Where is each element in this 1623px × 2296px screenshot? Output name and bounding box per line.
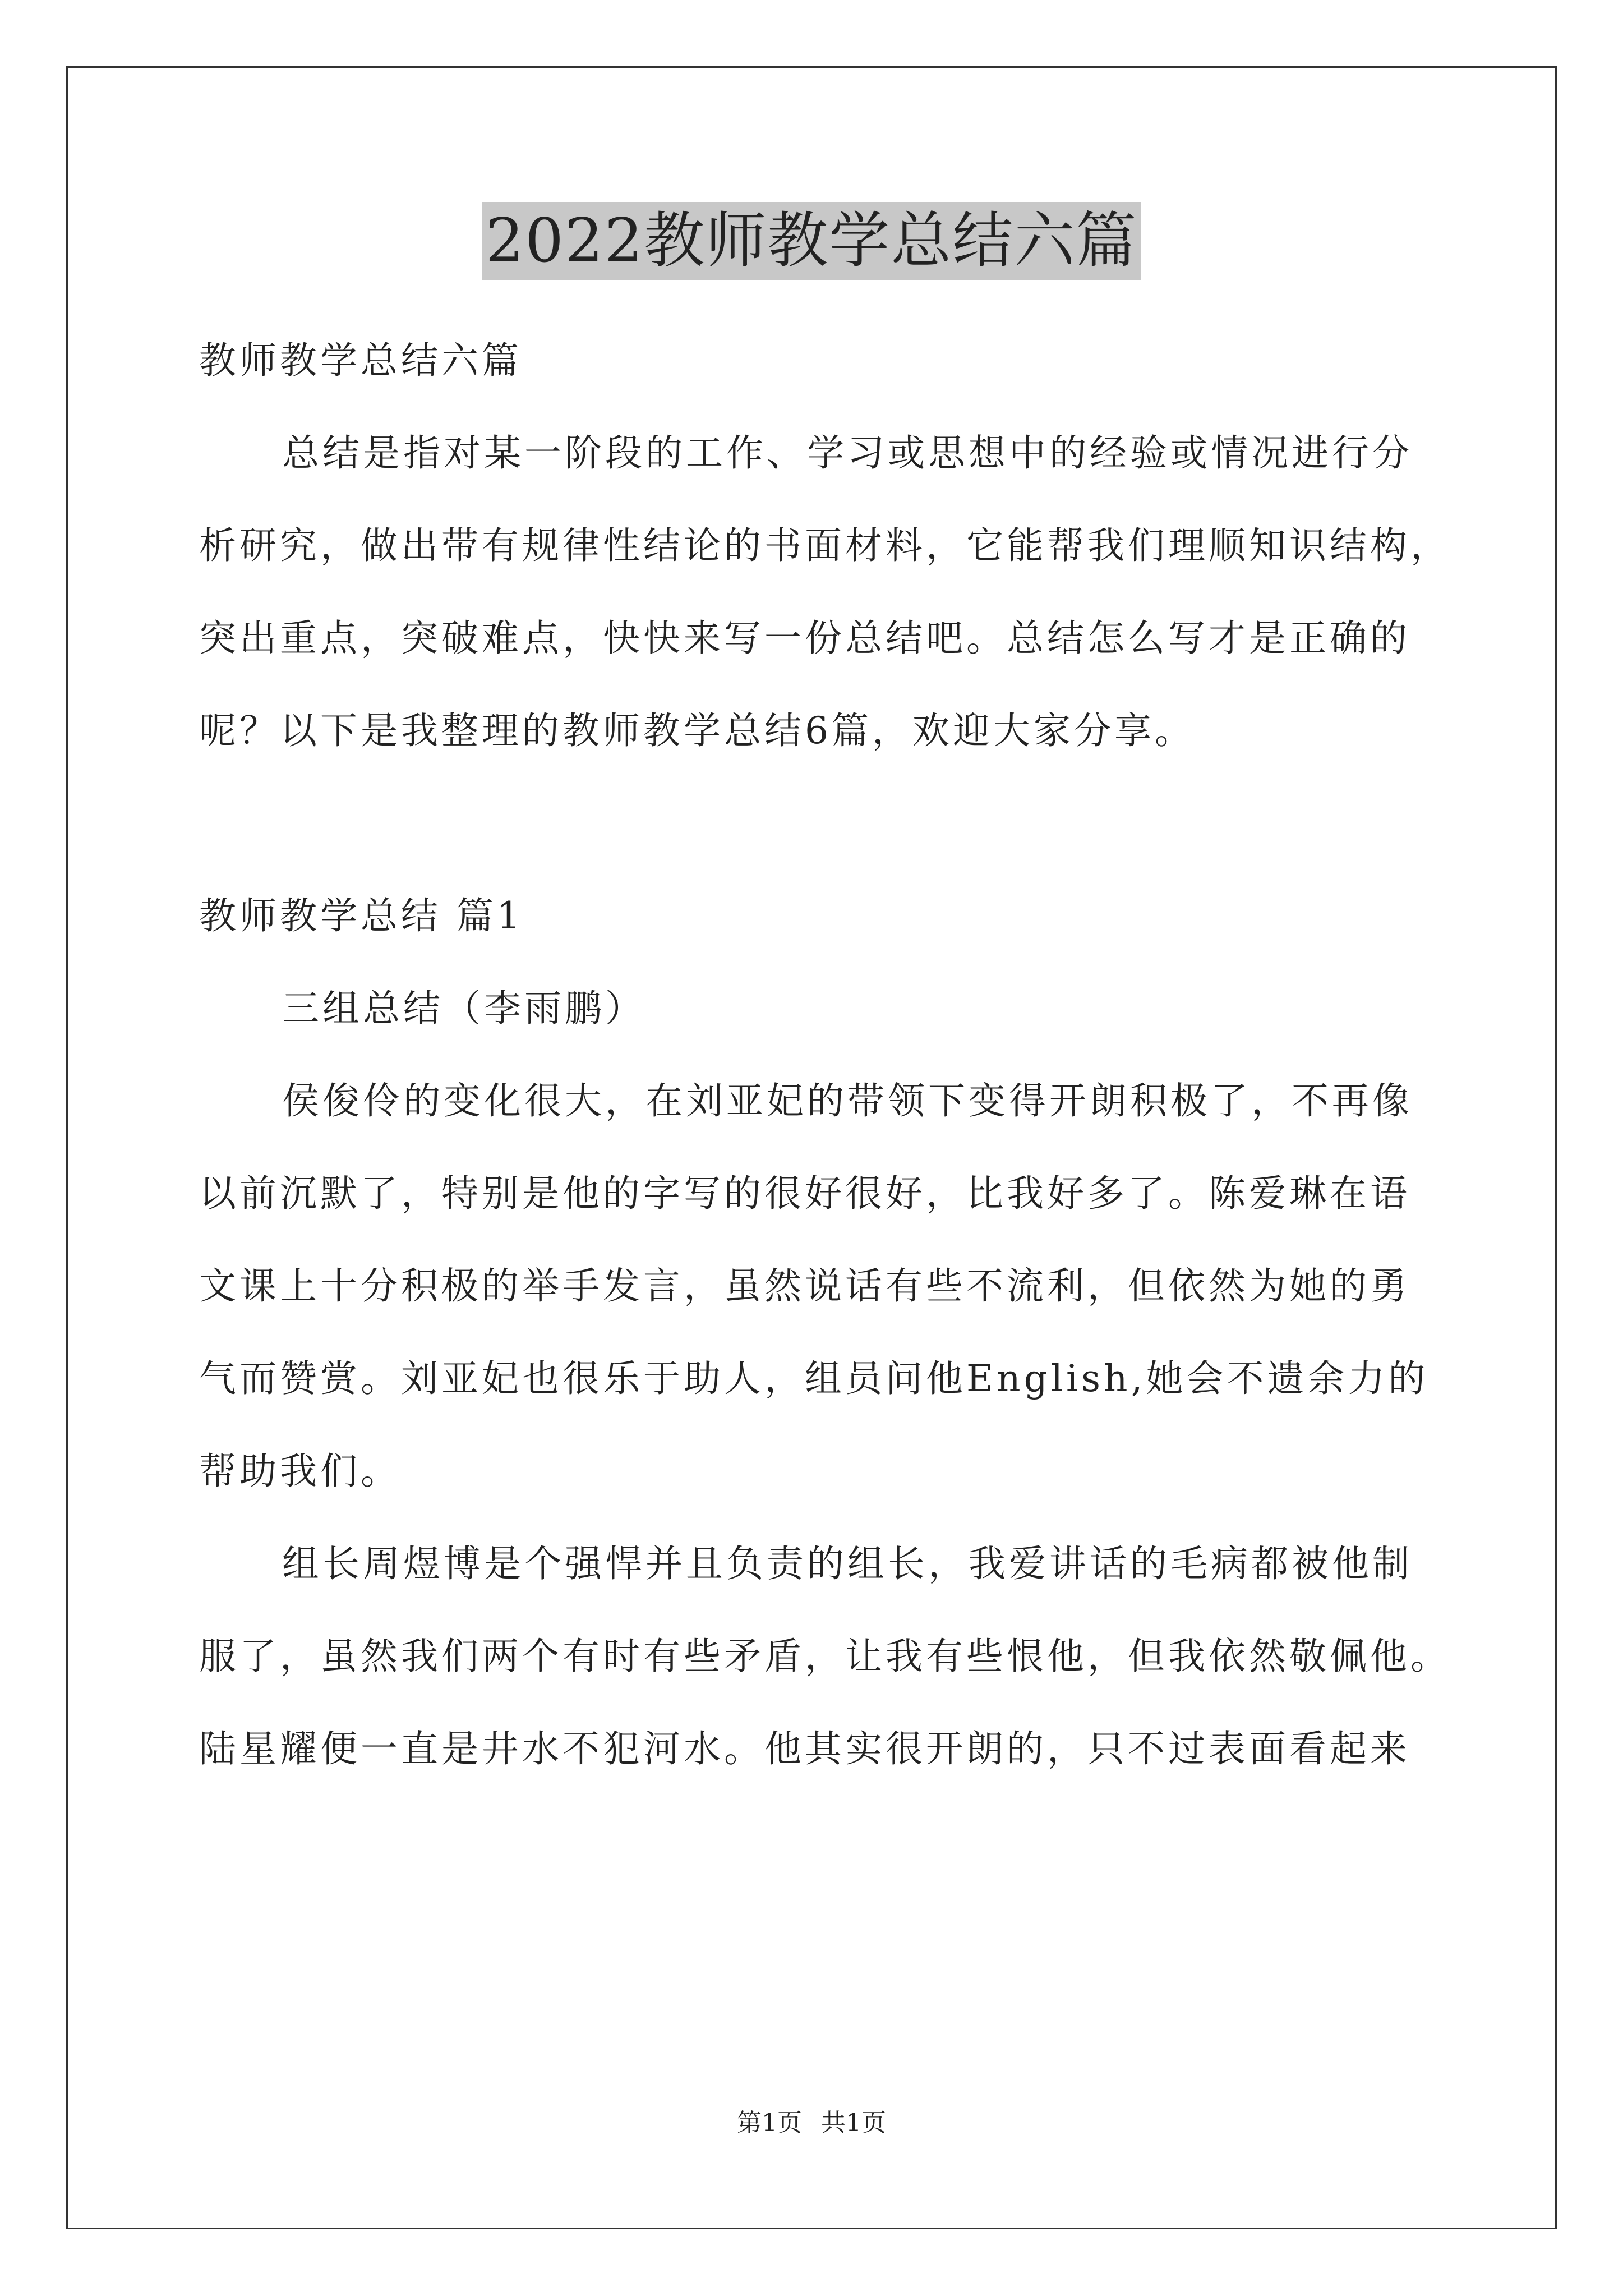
text-line: 教师教学总结 篇1 <box>199 894 524 937</box>
text-line: 陆星耀便一直是井水不犯河水。他其实很开朗的，只不过表面看起来 <box>199 1727 1410 1770</box>
text-line: 侯俊伶的变化很大，在刘亚妃的带领下变得开朗积极了，不再像 <box>282 1079 1413 1122</box>
text-line: 总结是指对某一阶段的工作、学习或思想中的经验或情况进行分 <box>282 431 1413 475</box>
document-body <box>199 314 1451 1795</box>
text-line: 突出重点，突破难点，快快来写一份总结吧。总结怎么写才是正确的 <box>199 616 1410 660</box>
text-line: 帮助我们。 <box>199 1450 401 1493</box>
text-line: 服了，虽然我们两个有时有些矛盾，让我有些恨他，但我依然敬佩他。 <box>199 1635 1451 1678</box>
text-line: 文课上十分积极的举手发言，虽然说话有些不流利，但依然为她的勇 <box>199 1264 1410 1308</box>
text-line: 析研究，做出带有规律性结论的书面材料，它能帮我们理顺知识结构， <box>199 524 1451 567</box>
text-line: 气而赞赏。刘亚妃也很乐于助人，组员问他English,她会不遗余力的 <box>199 1357 1429 1400</box>
page-footer <box>0 2106 1623 2140</box>
document-title <box>0 202 1623 280</box>
page-number-total: 共1页 <box>821 2109 886 2137</box>
document-title-text: 2022教师教学总结六篇 <box>482 202 1141 280</box>
text-line: 以前沉默了，特别是他的字写的很好很好，比我好多了。陈爱琳在语 <box>199 1172 1410 1215</box>
text-line: 教师教学总结六篇 <box>199 339 522 382</box>
text-line: 组长周煜博是个强悍并且负责的组长，我爱讲话的毛病都被他制 <box>282 1542 1413 1585</box>
text-line: 呢？以下是我整理的教师教学总结6篇，欢迎大家分享。 <box>199 709 1195 752</box>
page-number-current: 第1页 <box>737 2109 802 2137</box>
text-line: 三组总结（李雨鹏） <box>282 987 645 1030</box>
paragraph-gap <box>199 777 1433 869</box>
